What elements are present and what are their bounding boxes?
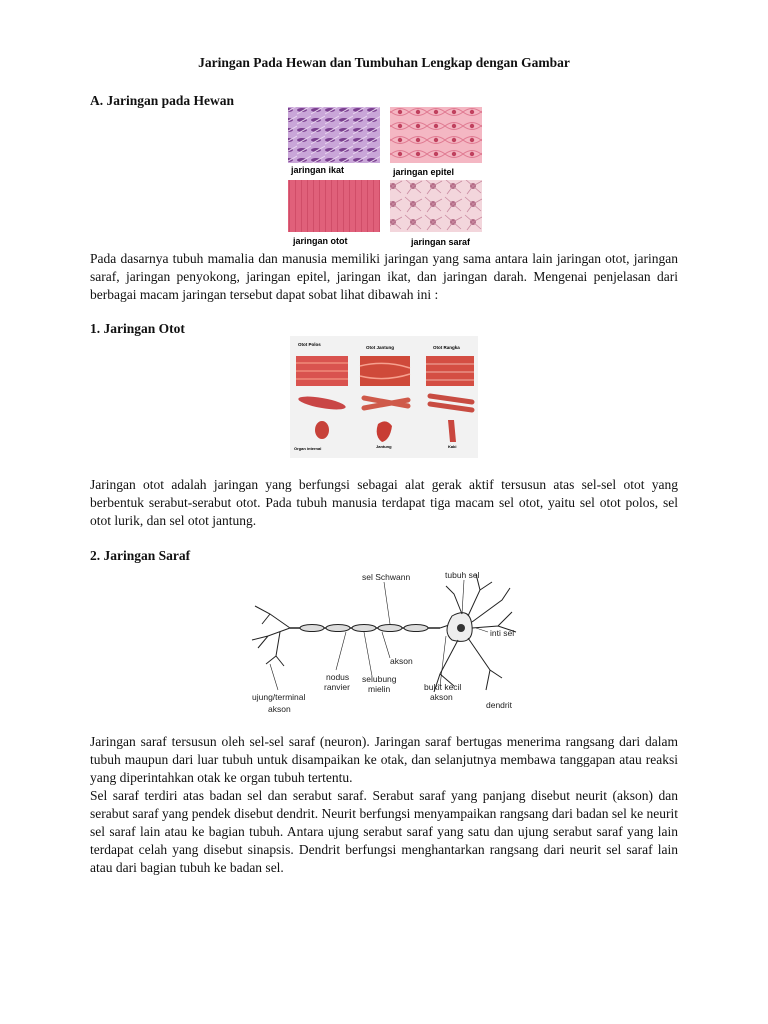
saraf-image [390, 180, 482, 232]
label-akson: akson [390, 656, 413, 666]
label-sel-schwann: sel Schwann [362, 572, 411, 582]
muscle-figure [290, 336, 478, 458]
neuron-diagram [240, 566, 540, 720]
label-saraf: jaringan saraf [411, 237, 471, 247]
otot-rangka-image [426, 356, 474, 386]
heading-jaringan-otot: 1. Jaringan Otot [90, 321, 185, 336]
label-otot-rangka: Otot Rangka [433, 345, 460, 350]
paragraph-otot: Jaringan otot adalah jaringan yang berfungsi sebagai alat gerak aktif tersusun atas sel-sel otot yang berbentuk serabut-serabut otot. Pada tubuh manusia terdapat tiga macam sel otot, yaitu sel otot polos, sel otot lurik, dan sel otot jantung. [90, 477, 678, 528]
label-mielin: mielin [368, 684, 391, 694]
label-inti-sel: inti sel [490, 628, 515, 638]
label-otot-polos: Otot Polos [298, 342, 321, 347]
label-otot: jaringan otot [293, 236, 348, 246]
label-akson-terminal: akson [268, 704, 291, 714]
heading-jaringan-saraf: 2. Jaringan Saraf [90, 548, 191, 563]
label-epitel: jaringan epitel [393, 167, 455, 177]
label-ujung-terminal: ujung/terminal [252, 692, 306, 702]
label-akson-bukit: akson [430, 692, 453, 702]
label-dendrit: dendrit [486, 700, 512, 710]
label-kaki: Kaki [448, 444, 457, 449]
page-title: Jaringan Pada Hewan dan Tumbuhan Lengkap dengan Gambar [198, 55, 570, 70]
label-selubung: selubung [362, 674, 397, 684]
label-tubuh-sel: tubuh sel [445, 570, 480, 580]
label-organ-internal: Organ internal [294, 446, 322, 451]
otot-jantung-image [360, 356, 410, 386]
otot-image [288, 180, 380, 232]
section-heading-hewan: A. Jaringan pada Hewan [90, 93, 235, 108]
paragraph-saraf-2: Sel saraf terdiri atas badan sel dan serabut saraf. Serabut saraf yang panjang disebut neurit (akson) dan serabut saraf yang pendek disebut dendrit. Neurit berfungsi menyampaikan rangsang dari badan sel ke neurit sel saraf lain atau ke bagian tubuh. Antara ujung serabut saraf yang satu dan ujung serabut saraf yang lain terdapat celah yang disebut sinapsis. Dendrit berfungsi menghantarkan rangsang dari neurit sel saraf lain atau dari bagian tubuh ke badan sel. [90, 788, 678, 875]
organ-internal-icon [315, 421, 329, 439]
label-nodus: nodus [326, 672, 350, 682]
paragraph-intro: Pada dasarnya tubuh mamalia dan manusia memiliki jaringan yang sama antara lain jaringan otot, jaringan saraf, jaringan penyokong, jaringan epitel, jaringan ikat, dan jaringan darah. Mengenai penjelasan dari berbagai macam jaringan tersebut dapat sobat lihat dibawah ini : [90, 251, 678, 302]
ikat-image [288, 107, 380, 163]
paragraph-saraf-1: Jaringan saraf tersusun oleh sel-sel saraf (neuron). Jaringan saraf bertugas menerima rangsang dari dalam tubuh maupun dari luar tubuh untuk disampaikan ke otak, dan selanjutnya membawa tanggapan atau reaksi yang diperintahkan otak ke organ tubuh tertentu. [90, 734, 678, 785]
nucleus-icon [457, 624, 465, 632]
tissue-figure [283, 105, 488, 250]
label-jantung: Jantung [376, 444, 392, 449]
label-otot-jantung: Otot Jantung [366, 345, 394, 350]
label-bukit-kecil: bukit kecil [424, 682, 462, 692]
label-ikat: jaringan ikat [291, 165, 345, 175]
label-ranvier: ranvier [324, 682, 350, 692]
epitel-image [390, 107, 482, 163]
